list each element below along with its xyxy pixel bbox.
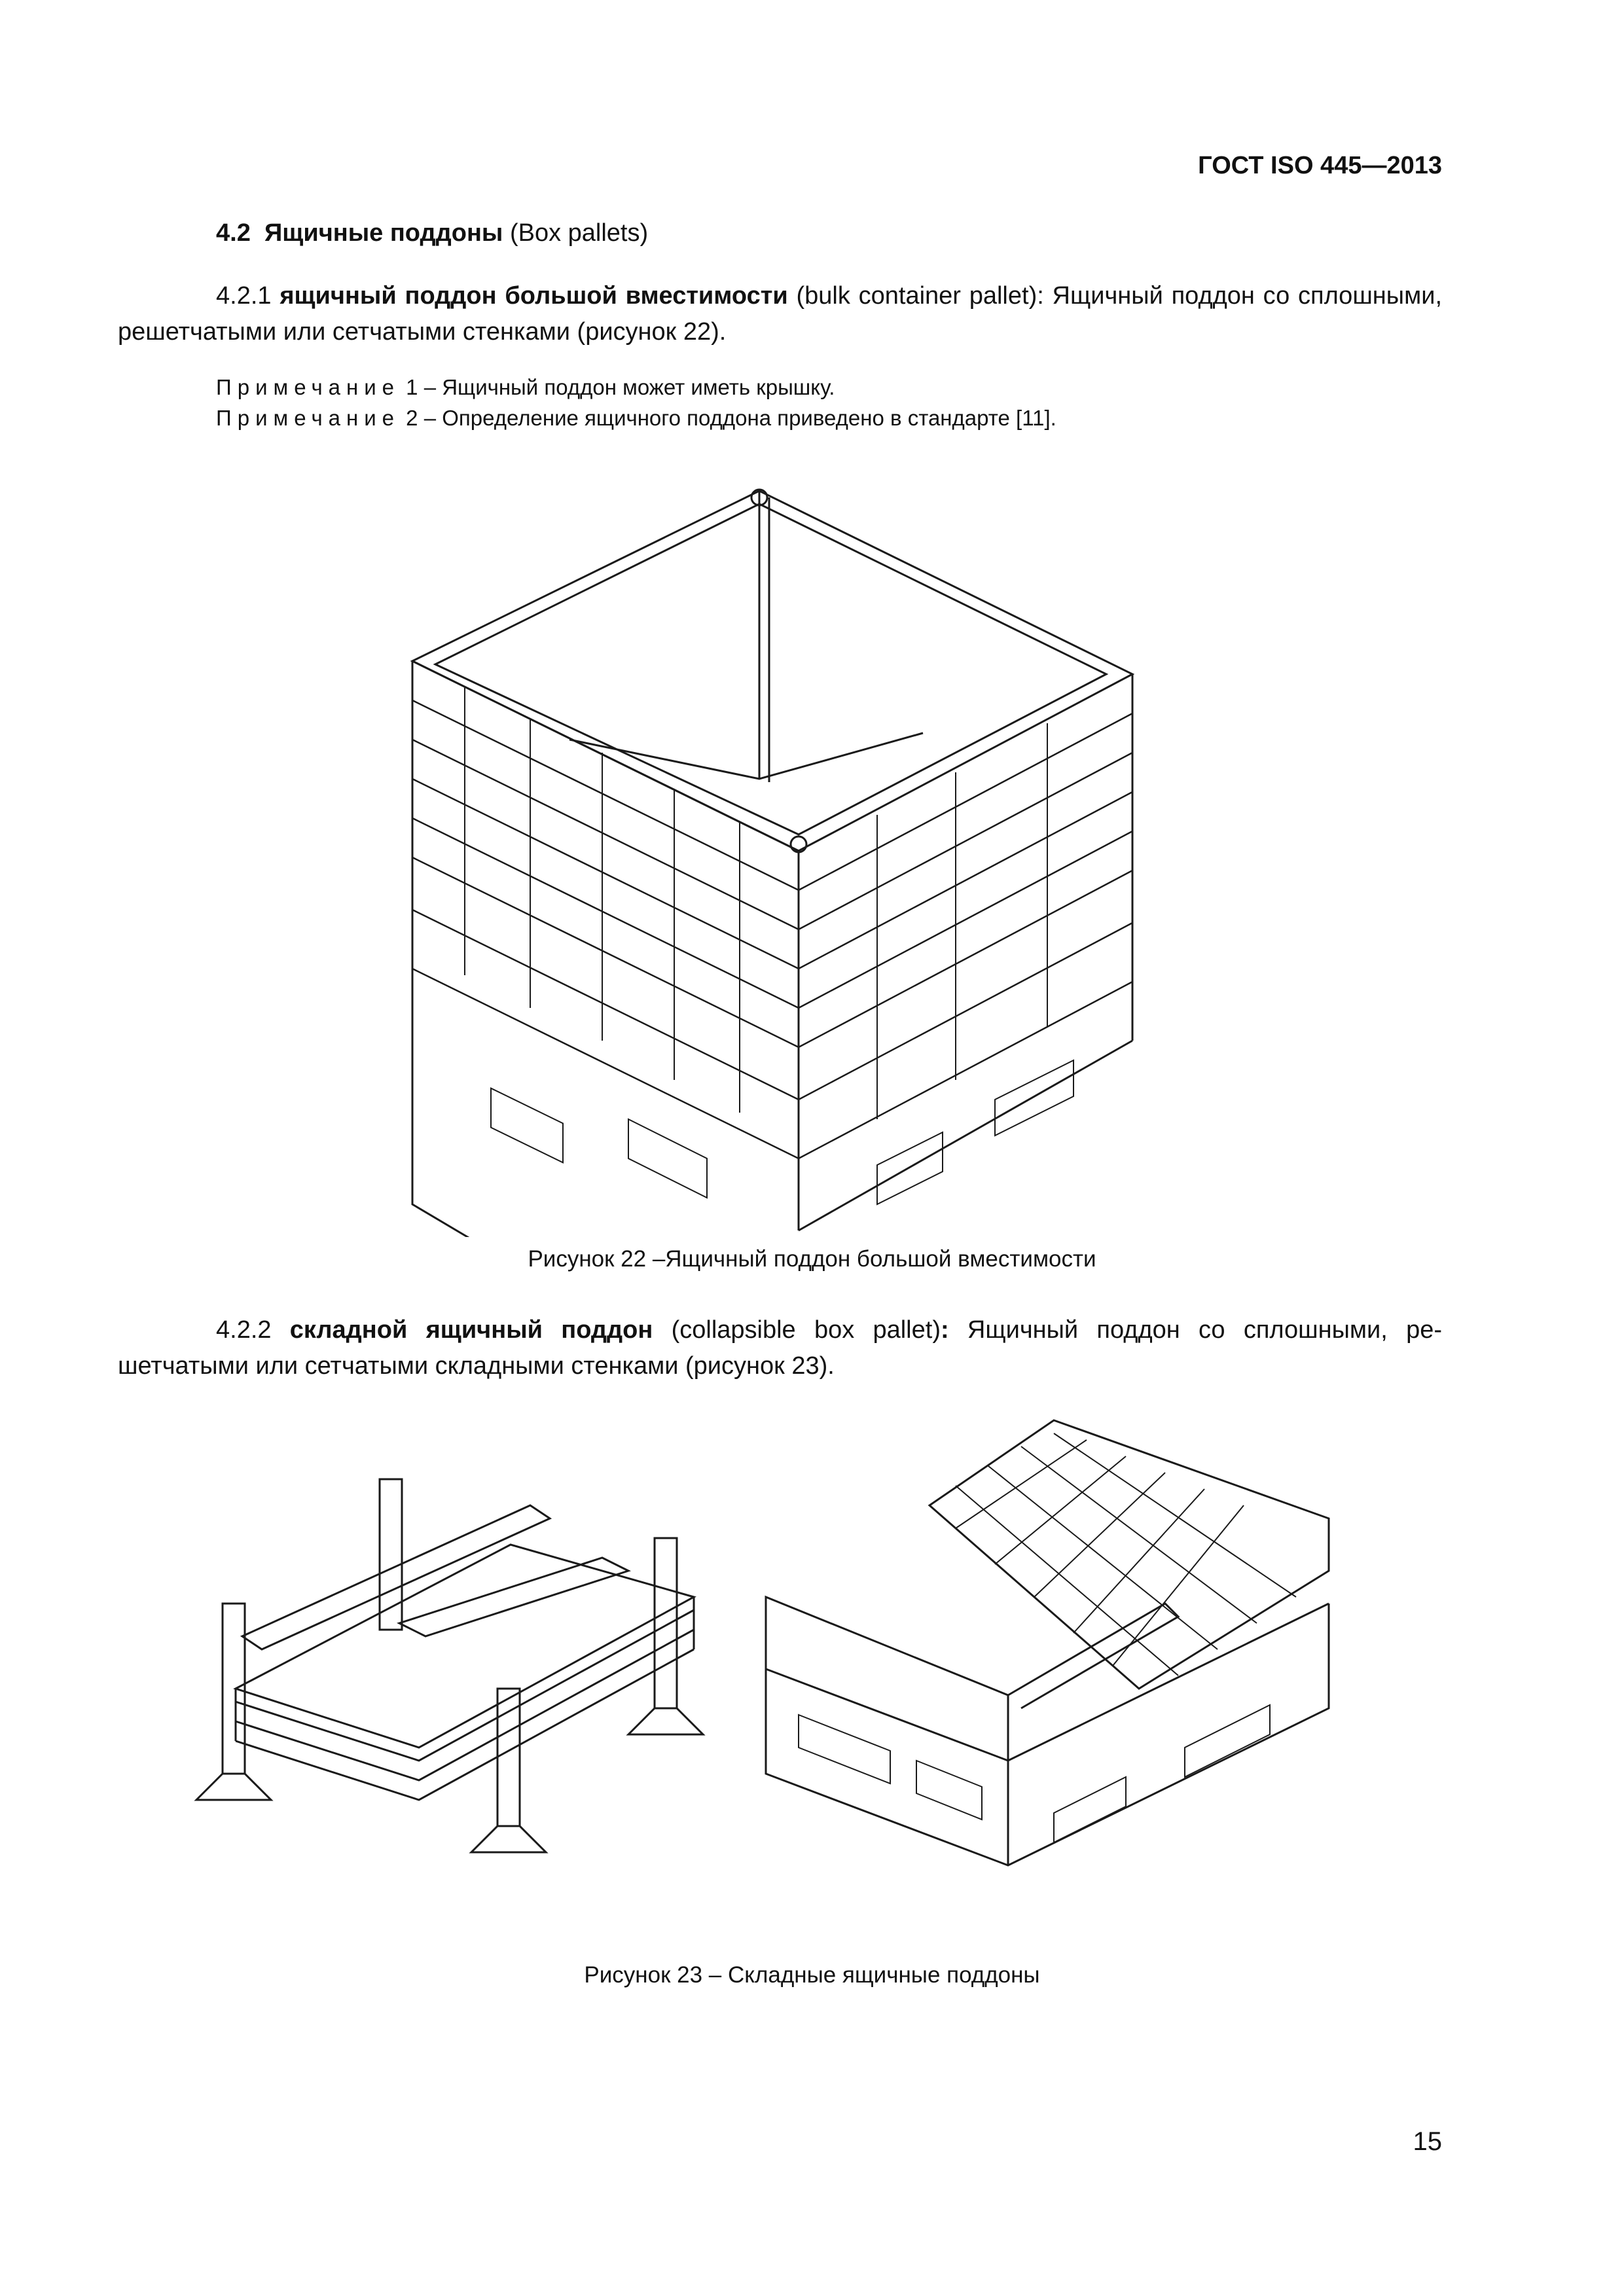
page-number: 15 [1413,2127,1442,2156]
figure-23-caption: Рисунок 23 – Складные ящичные поддоны [584,1962,1040,1988]
section-title-en: (Box pallets) [509,219,649,247]
term: складной ящичный поддон [289,1316,653,1344]
term: ящичный поддон большой вместимости [280,282,788,310]
definition: (bulk container pallet): Ящичный поддон со сплошными, решетчатыми или сетчатыми стенками (рисунок 22). [118,282,1443,346]
section-heading [216,219,648,247]
definition-en: (collapsible box pallet) [653,1316,941,1344]
paragraph-4-2-2: 4.2.2 складной ящичный поддон (collapsible box pallet): Ящичный поддон со сплошными, ре-шетчатыми или сетчатыми складными стенками (рисунок 23). [118,1316,1443,1380]
note-2 [216,406,1056,431]
document-header-id: ГОСТ ISO 445—2013 [1198,152,1442,179]
figure-22-caption: Рисунок 22 –Ящичный поддон большой вместимости [528,1246,1096,1272]
paragraph-4-2-1 [118,278,1442,350]
note-1 [216,375,835,400]
clause-number: 4.2.1 [216,282,272,310]
clause-number: 4.2.2 [216,1316,272,1344]
note-label: Примечание [216,375,401,399]
definition: Ящичный поддон со сплошными, ре-шетчатыми или сетчатыми складными стенками (рисунок 23). [118,1316,1443,1380]
figure-23-right-drawing [759,1407,1348,1905]
note-label: Примечание [216,406,401,430]
note-text: 2 – Определение ящичного поддона приведено в стандарте [11]. [400,406,1056,430]
section-number: 4.2 [216,219,251,247]
note-text: 1 – Ящичный поддон может иметь крышку. [400,375,835,399]
figure-22-drawing [367,452,1185,1237]
figure-23-left-drawing [183,1440,759,1872]
section-title: Ящичные поддоны [264,219,503,247]
